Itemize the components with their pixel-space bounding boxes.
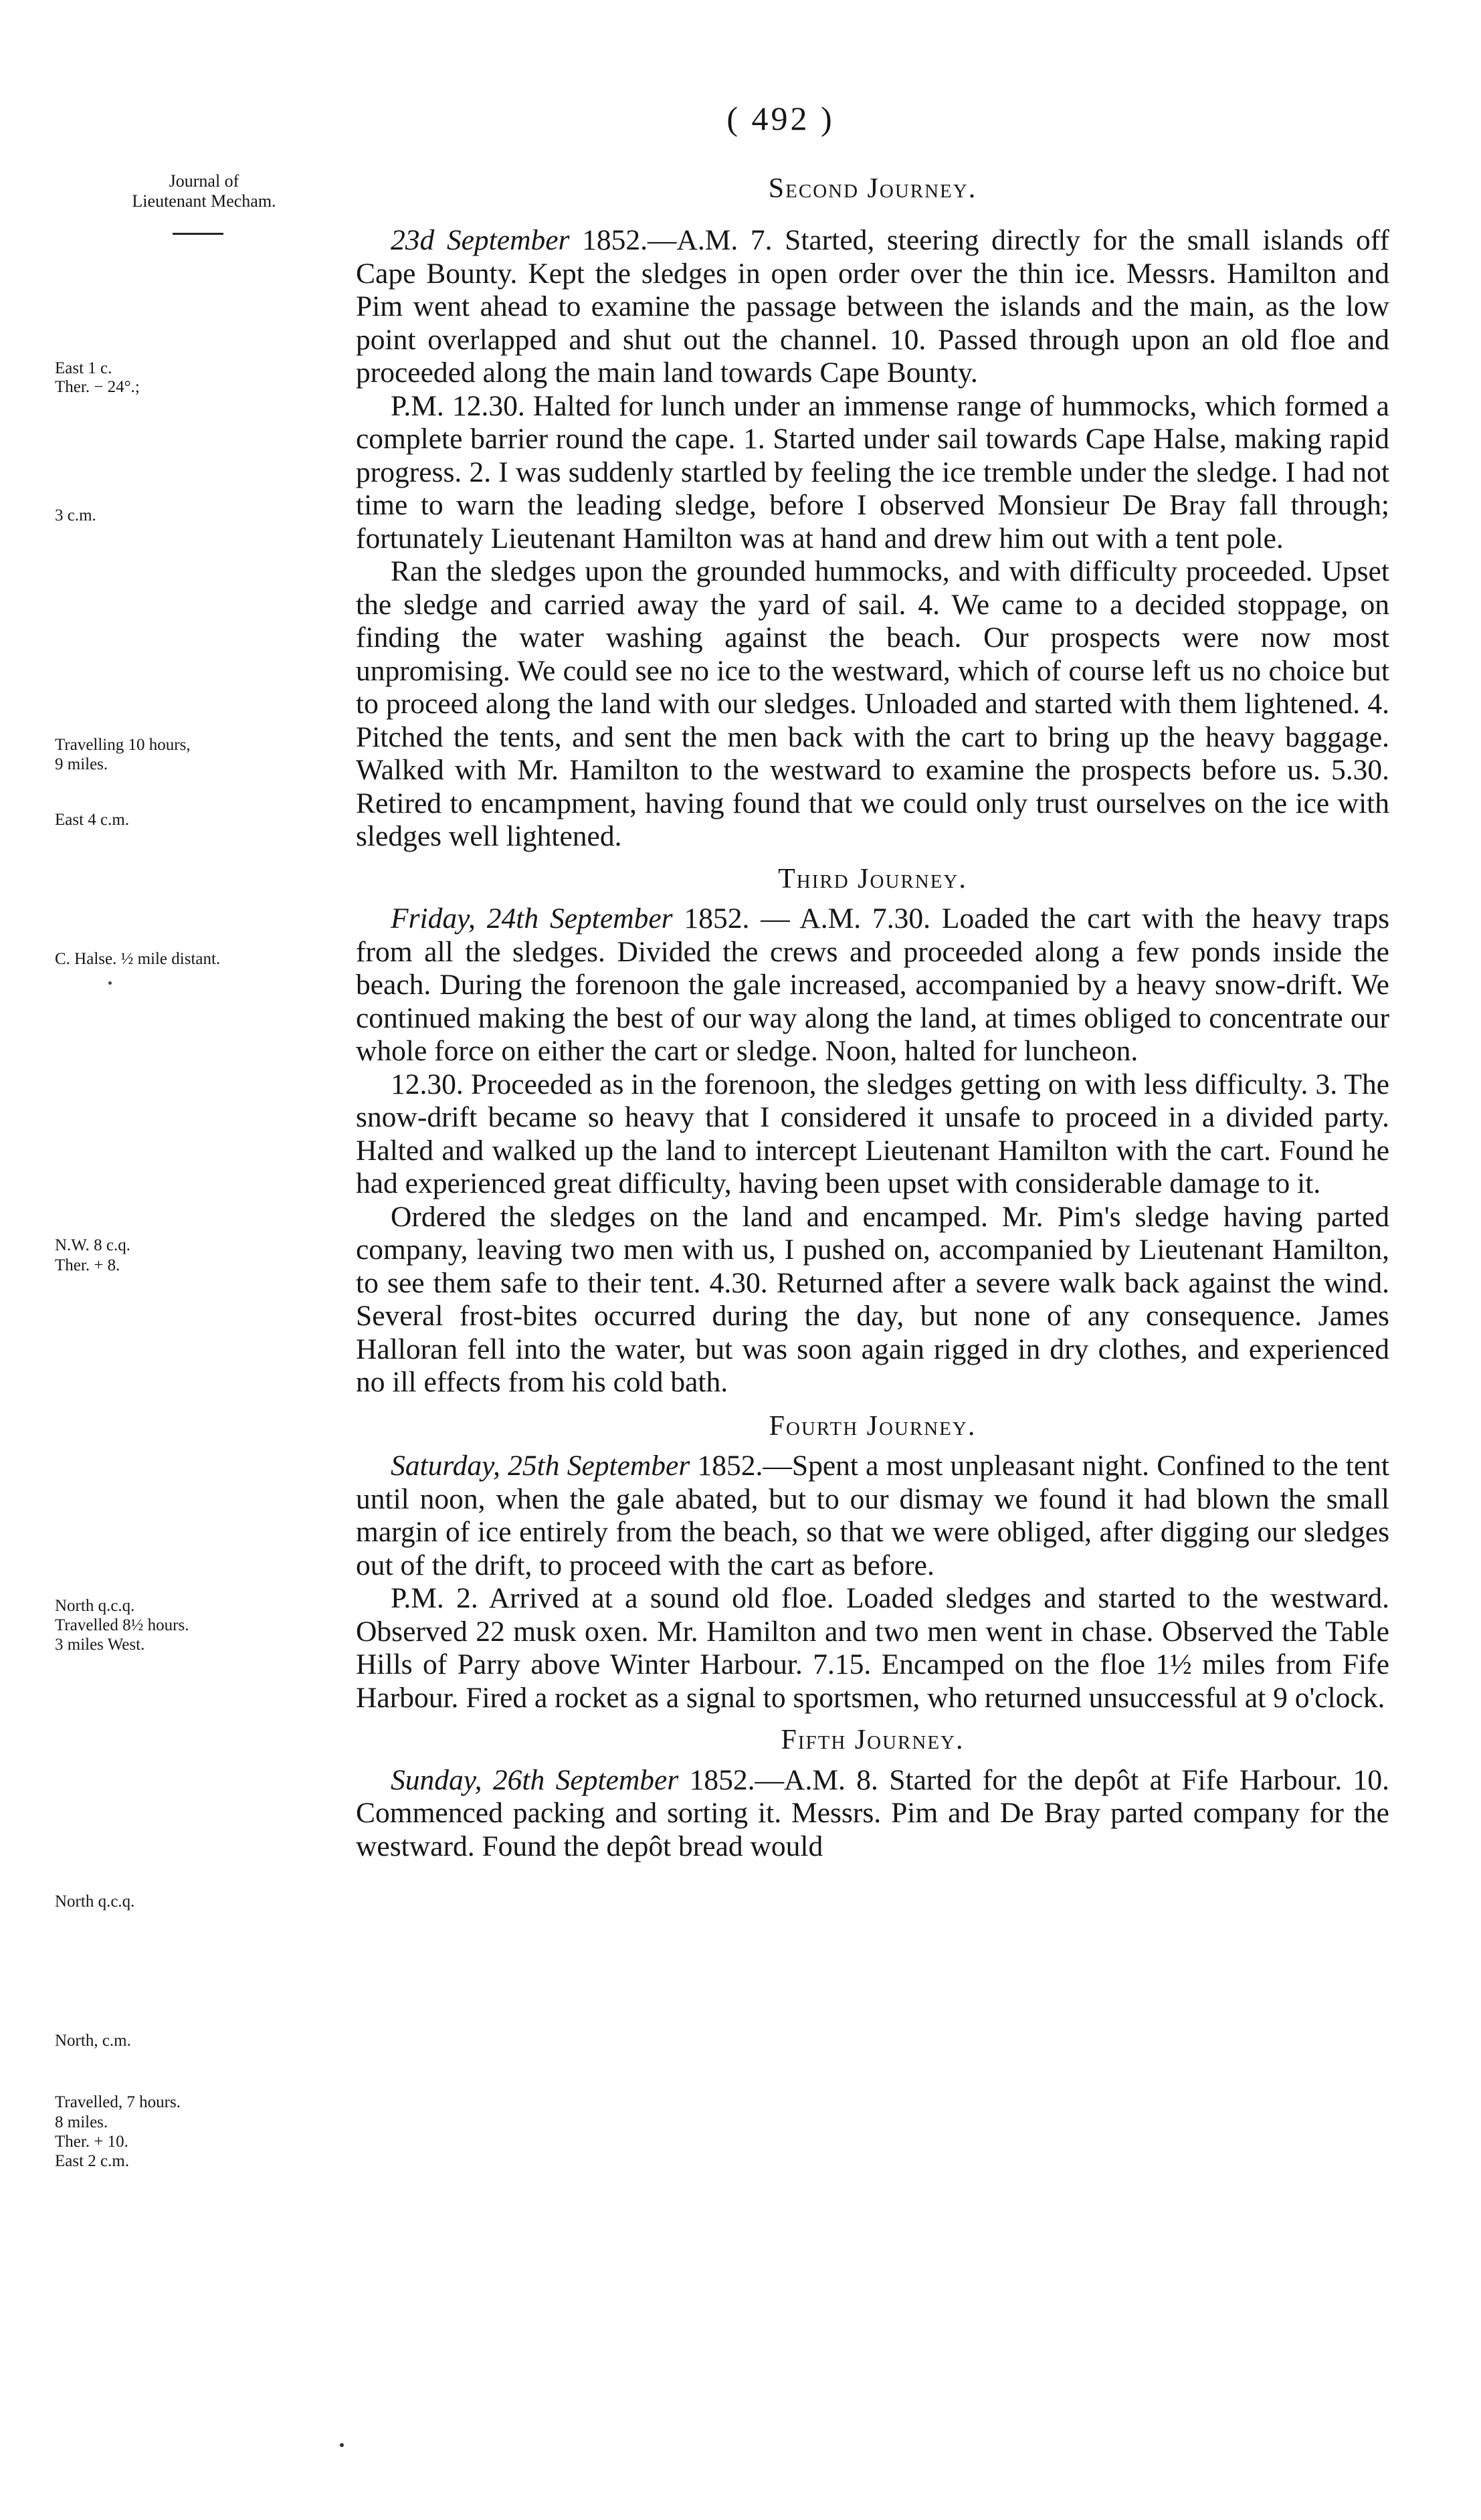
page-number: ( 492 ) (726, 100, 835, 137)
margin-note: North, c.m. (55, 2032, 131, 2050)
margin-note: 3 c.m. (55, 506, 96, 524)
paragraph-text: 1852.—A.M. 7. Started, steering directly for the small islands off Cape Bounty. Kept the sledges in open order over the thin ice. Messrs. Hamilton and Pim went ahead to examine the passage between the islands and the main, as the low point overlapped and shut out the channel. 10. Passed through upon an old floe and proceeded along the main land towards Cape Bounty. (356, 224, 1389, 389)
date: 23d September (391, 224, 570, 256)
margin-note: North q.c.q. (55, 1597, 135, 1615)
paragraph (356, 224, 1389, 390)
paragraph: P.M. 2. Arrived at a sound old floe. Loaded sledges and started to the westward. Observed 22 musk oxen. Mr. Hamilton and two men went in chase. Observed the Table Hills of Parry above Winter Harbour. 7.15. Encamped on the floe 1½ miles from Fife Harbour. Fired a rocket as a signal to sportsmen, who returned unsuccessful at 9 o'clock. (356, 1582, 1389, 1714)
running-head-line2: Lieutenant Mecham. (132, 191, 276, 211)
main-text (356, 224, 1389, 1863)
margin-note: Travelled 8½ hours. (55, 1616, 189, 1634)
stray-mark (108, 981, 112, 985)
paragraph: Ordered the sledges on the land and encamped. Mr. Pim's sledge having parted company, leaving two men with us, I pushed on, accompanied by Lieutenant Hamilton, to see them safe to their tent. 4.30. Returned after a severe walk back against the wind. Several frost-bites occurred during the day, but none of any consequence. James Halloran fell into the water, but was soon again rigged in dry clothes, and experienced no ill effects from his cold bath. (356, 1200, 1389, 1398)
paragraph (356, 902, 1389, 1068)
heading-fifth-journey: Fifth Journey. (781, 1725, 965, 1755)
margin-note: East 1 c. (55, 359, 112, 377)
date: Friday, 24th September (391, 902, 673, 935)
heading-fourth-journey: Fourth Journey. (769, 1410, 977, 1442)
date: Saturday, 25th September (391, 1450, 690, 1482)
margin-note: East 2 c.m. (55, 2152, 130, 2170)
margin-note: North q.c.q. (55, 1893, 135, 1911)
paragraph-text: 1852. — A.M. 7.30. Loaded the cart with the heavy traps from all the sledges. Divided the crews and proceeded along a few ponds inside the beach. During the forenoon the gale increased, accompanied by a heavy snow-drift. We continued making the best of our way along the land, at times obliged to concentrate our whole force on either the cart or sledge. Noon, halted for luncheon. (356, 902, 1389, 1067)
paragraph-text: 1852.—Spent a most unpleasant night. Confined to the tent until noon, when the gale abated, but to our dismay we found it had blown the small margin of ice entirely from the beach, so that we were obliged, after digging our sledges out of the drift, to proceed with the cart as before. (356, 1450, 1389, 1581)
heading-third-journey: Third Journey. (778, 863, 967, 894)
margin-note: Ther. + 8. (55, 1256, 120, 1274)
margin-note: 3 miles West. (55, 1636, 145, 1654)
paragraph: Ran the sledges upon the grounded hummocks, and with difficulty proceeded. Upset the sledge and carried away the yard of sail. 4. We came to a decided stoppage, on finding the water washing against the beach. Our prospects were now most unpromising. We could see no ice to the westward, which of course left us no choice but to proceed along the land with our sledges. Unloaded and started with them lightened. 4. Pitched the tents, and sent the men back with the cart to bring up the heavy baggage. Walked with Mr. Hamilton to the westward to examine the prospects before us. 5.30. Retired to encampment, having found that we could only trust ourselves on the ice with sledges well lightened. (356, 555, 1389, 852)
paragraph (356, 1764, 1389, 1864)
stray-mark (340, 2443, 344, 2447)
running-head-rule (173, 233, 223, 235)
margin-note: Ther. − 24°.; (55, 378, 140, 396)
heading-second-journey: Second Journey. (768, 173, 977, 204)
margin-note: Travelling 10 hours, (55, 736, 191, 754)
margin-note: 8 miles. (55, 2113, 108, 2131)
margin-note: East 4 c.m. (55, 811, 130, 829)
paragraph: P.M. 12.30. Halted for lunch under an immense range of hummocks, which formed a complete barrier round the cape. 1. Started under sail towards Cape Halse, making rapid progress. 2. I was suddenly startled by feeling the ice tremble under the sledge. I had not time to warn the leading sledge, before I observed Monsieur De Bray fall through; fortunately Lieutenant Hamilton was at hand and drew him out with a tent pole. (356, 389, 1389, 555)
running-head (94, 171, 314, 211)
margin-note: Ther. + 10. (55, 2133, 128, 2151)
margin-note: N.W. 8 c.q. (55, 1236, 130, 1254)
margin-note: 9 miles. (55, 755, 108, 773)
paragraph: 12.30. Proceeded as in the forenoon, the sledges getting on with less difficulty. 3. The snow-drift became so heavy that I considered it unsafe to proceed in a divided party. Halted and walked up the land to intercept Lieutenant Hamilton with the cart. Found he had experienced great difficulty, having been upset with considerable damage to it. (356, 1068, 1389, 1199)
date: Sunday, 26th September (391, 1763, 679, 1796)
paragraph-text: 1852.—A.M. 8. Started for the depôt at Fife Harbour. 10. Commenced packing and sorting it. Messrs. Pim and De Bray parted company for the westward. Found the depôt bread would (356, 1763, 1390, 1862)
margin-note: C. Halse. ½ mile distant. (55, 950, 221, 968)
running-head-line1: Journal of (169, 171, 239, 191)
paragraph (356, 1450, 1389, 1582)
margin-note: Travelled, 7 hours. (55, 2093, 181, 2111)
